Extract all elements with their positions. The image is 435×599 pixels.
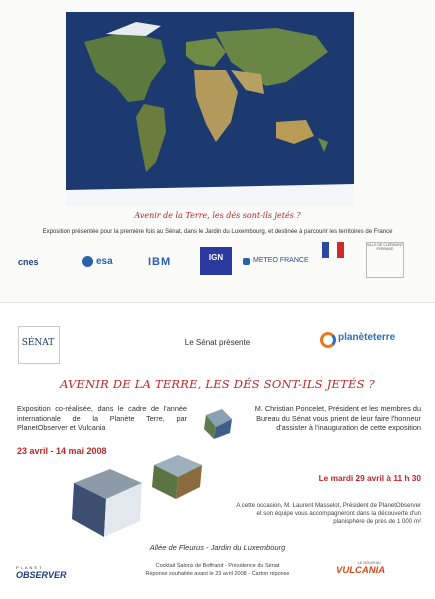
fold-line [0, 302, 435, 303]
meteo-icon [243, 258, 250, 265]
earth-cube-small-icon [200, 405, 236, 441]
coorganisation-text: Exposition co-réalisée, dans le cadre de l'année internationale de la Planète Terre, par PlanetObserver et Vulcania [17, 404, 187, 432]
inauguration-date: Le mardi 29 avril à 11 h 30 [318, 473, 421, 483]
earth-cube-medium-icon [148, 451, 206, 501]
republique-francaise-flag-icon [322, 242, 344, 258]
esa-logo: esa [96, 256, 113, 267]
planete-terre-icon [320, 332, 336, 348]
earth-cube-large-icon [66, 465, 146, 541]
esa-icon [82, 256, 93, 267]
ibm-logo: IBM [148, 256, 172, 268]
invitation-title: AVENIR DE LA TERRE, LES DÉS SONT-ILS JETÉS ? [60, 377, 375, 391]
exposition-text: Exposition présentée pour la première fois au Sénat, dans le Jardin du Luxembourg, et destinée à parcourir les territoires de France [42, 229, 393, 235]
senat-logo-text: SÉNAT [21, 338, 55, 348]
cocktail-line-2: Réponse souhaitée avant le 23 avril 2008 - Carton réponse [145, 571, 290, 577]
planet-observer-small: PLANET [16, 565, 44, 570]
ville-clermont-logo: VILLE DE CLERMONT FERRAND [366, 242, 404, 278]
world-map [66, 12, 354, 206]
map-title: Avenir de la Terre, les dés sont-ils jetés ? [134, 211, 301, 220]
senat-presente: Le Sénat présente [184, 338, 251, 347]
vulcania-logo: VULCANIA [336, 565, 386, 576]
planete-terre-logo: planèteterre [338, 332, 396, 343]
cnes-logo: cnes [18, 257, 39, 267]
meteo-france-logo: METEO FRANCE [253, 257, 309, 264]
venue-location: Allée de Fleurus - Jardin du Luxembourg [149, 543, 286, 552]
planet-observer-logo: OBSERVER [16, 570, 67, 580]
ign-logo: IGN [200, 247, 232, 275]
occasion-text: A cette occasion, M. Laurent Masselot, Président de PlanetObserver et son équipe vous accompagneront dans la découverte d'un planisphère de près de 1 000 m² [236, 502, 421, 526]
invitation-text: M. Christian Poncelet, Président et les membres du Bureau du Sénat vous prient de leur faire l'honneur d'assister à l'inauguration de cette exposition [254, 404, 421, 432]
exhibition-dates: 23 avril - 14 mai 2008 [17, 446, 107, 456]
cocktail-line-1: Cocktail Salons de Boffrand - Présidence du Sénat [155, 563, 280, 569]
vulcania-le-nouveau: LE NOUVEAU [358, 561, 381, 565]
